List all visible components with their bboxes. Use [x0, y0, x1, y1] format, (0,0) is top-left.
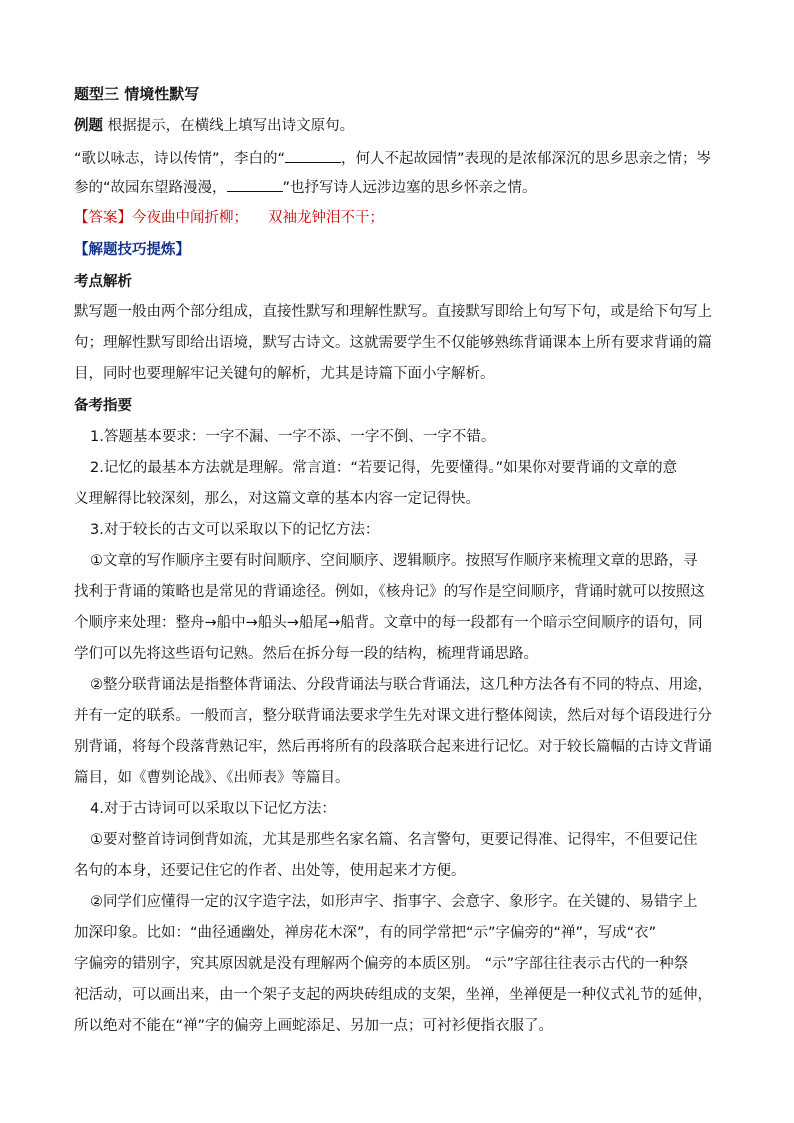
prep-line: ②同学们应懂得一定的汉字造字法，如形声字、指事字、会意字、象形字。在关键的、易错字上 [90, 894, 698, 910]
analysis-line: 默写题一般由两个部分组成，直接性默写和理解性默写。直接默写即给上句写下句，或是给下句写上 [74, 304, 712, 320]
prep-line: 2.记忆的最基本方法就是理解。常言道：“若要记得，先要懂得。”如果你对要背诵的文章的意 [90, 460, 678, 476]
analysis-line: 句；理解性默写即给出语境，默写古诗文。这就需要学生不仅能够熟练背诵课本上所有要求背诵的篇 [74, 335, 712, 351]
question-line-2 [74, 177, 734, 198]
prep-line: 3.对于较长的古文可以采取以下的记忆方法： [90, 522, 380, 538]
analysis-line: 目，同时也要理解牢记关键句的解析，尤其是诗篇下面小字解析。 [74, 366, 495, 382]
prep-line: 名句的本身，还要记住它的作者、出处等，使用起来才方便。 [74, 863, 466, 879]
prep-line: 字偏旁的错别字，究其原因就是没有理解两个偏旁的本质区别。 “示”字部往往表示古代的一种祭 [74, 956, 689, 972]
answer-2: 双袖龙钟泪不干； [268, 210, 384, 226]
prep-line: 学们可以先将这些语句记熟。然后在拆分每一段的结构，梳理背诵思路。 [74, 646, 538, 662]
question-line-1 [74, 148, 734, 169]
prep-title: 备考指要 [74, 398, 132, 414]
answer-label: 【答案】 [74, 210, 132, 226]
example-label: 例题 [74, 118, 103, 134]
question-text-1a: “歌以咏志，诗以传情”，李白的“ [74, 151, 286, 167]
prep-line: 所以绝对不能在“禅”字的偏旁上画蛇添足、另加一点；可衬衫便指衣服了。 [74, 1018, 554, 1034]
question-text-1b: ，何人不起故园情”表现的是浓郁深沉的思乡思亲之情；岑 [341, 151, 712, 167]
prep-line: 别背诵，将每个段落背熟记牢，然后再将所有的段落联合起来进行记忆。对于较长篇幅的古诗文背诵 [74, 739, 712, 755]
prep-line: 加深印象。比如：“曲径通幽处，禅房花木深”，有的同学常把“示”字偏旁的“禅”，写成“衣” [74, 925, 657, 941]
analysis-title: 考点解析 [74, 274, 132, 290]
prep-line: 4.对于古诗词可以采取以下记忆方法： [90, 801, 336, 817]
section-heading: 题型三 情境性默写 [74, 85, 200, 103]
prep-line: ①文章的写作顺序主要有时间顺序、空间顺序、逻辑顺序。按照写作顺序来梳理文章的思路，寻 [90, 553, 698, 569]
prep-line: 篇目，如《曹刿论战》、《出师表》等篇目。 [74, 770, 350, 786]
prep-line: 义理解得比较深刻，那么，对这篇文章的基本内容一定记得快。 [74, 491, 480, 507]
prep-line: 个顺序来处理：整舟→船中→船头→船尾→船背。文章中的每一段都有一个暗示空间顺序的语句，同 [74, 615, 703, 631]
example-prompt-line [74, 116, 734, 136]
fill-blank-2 [227, 177, 283, 192]
prep-line: 找利于背诵的策略也是常见的背诵途径。例如，《核舟记》的写作是空间顺序，背诵时就可以按照这 [74, 584, 705, 600]
question-text-2b: ”也抒写诗人远涉边塞的思乡怀亲之情。 [282, 180, 537, 196]
answer-1: 今夜曲中闻折柳； [132, 210, 248, 226]
prep-line: ②整分联背诵法是指整体背诵法、分段背诵法与联合背诵法，这几种方法各有不同的特点、用途， [90, 677, 712, 693]
prep-line: 祀活动，可以画出来，由一个架子支起的两块砖组成的支架，坐禅，坐禅便是一种仪式礼节的延伸， [74, 987, 712, 1003]
prep-line: ①要对整首诗词倒背如流，尤其是那些名家名篇、名言警句，更要记得准、记得牢，不但要记住 [90, 832, 698, 848]
question-text-2a: 参的“故园东望路漫漫， [74, 180, 227, 196]
answer-line [74, 208, 734, 228]
prep-line: 1.答题基本要求：一字不漏、一字不添、一字不倒、一字不错。 [90, 429, 496, 445]
fill-blank-1 [285, 148, 341, 163]
tips-header: 【解题技巧提炼】 [74, 242, 190, 258]
prep-line: 并有一定的联系。一般而言，整分联背诵法要求学生先对课文进行整体阅读，然后对每个语段进行分 [74, 708, 712, 724]
example-prompt: 根据提示，在横线上填写出诗文原句。 [107, 118, 355, 134]
